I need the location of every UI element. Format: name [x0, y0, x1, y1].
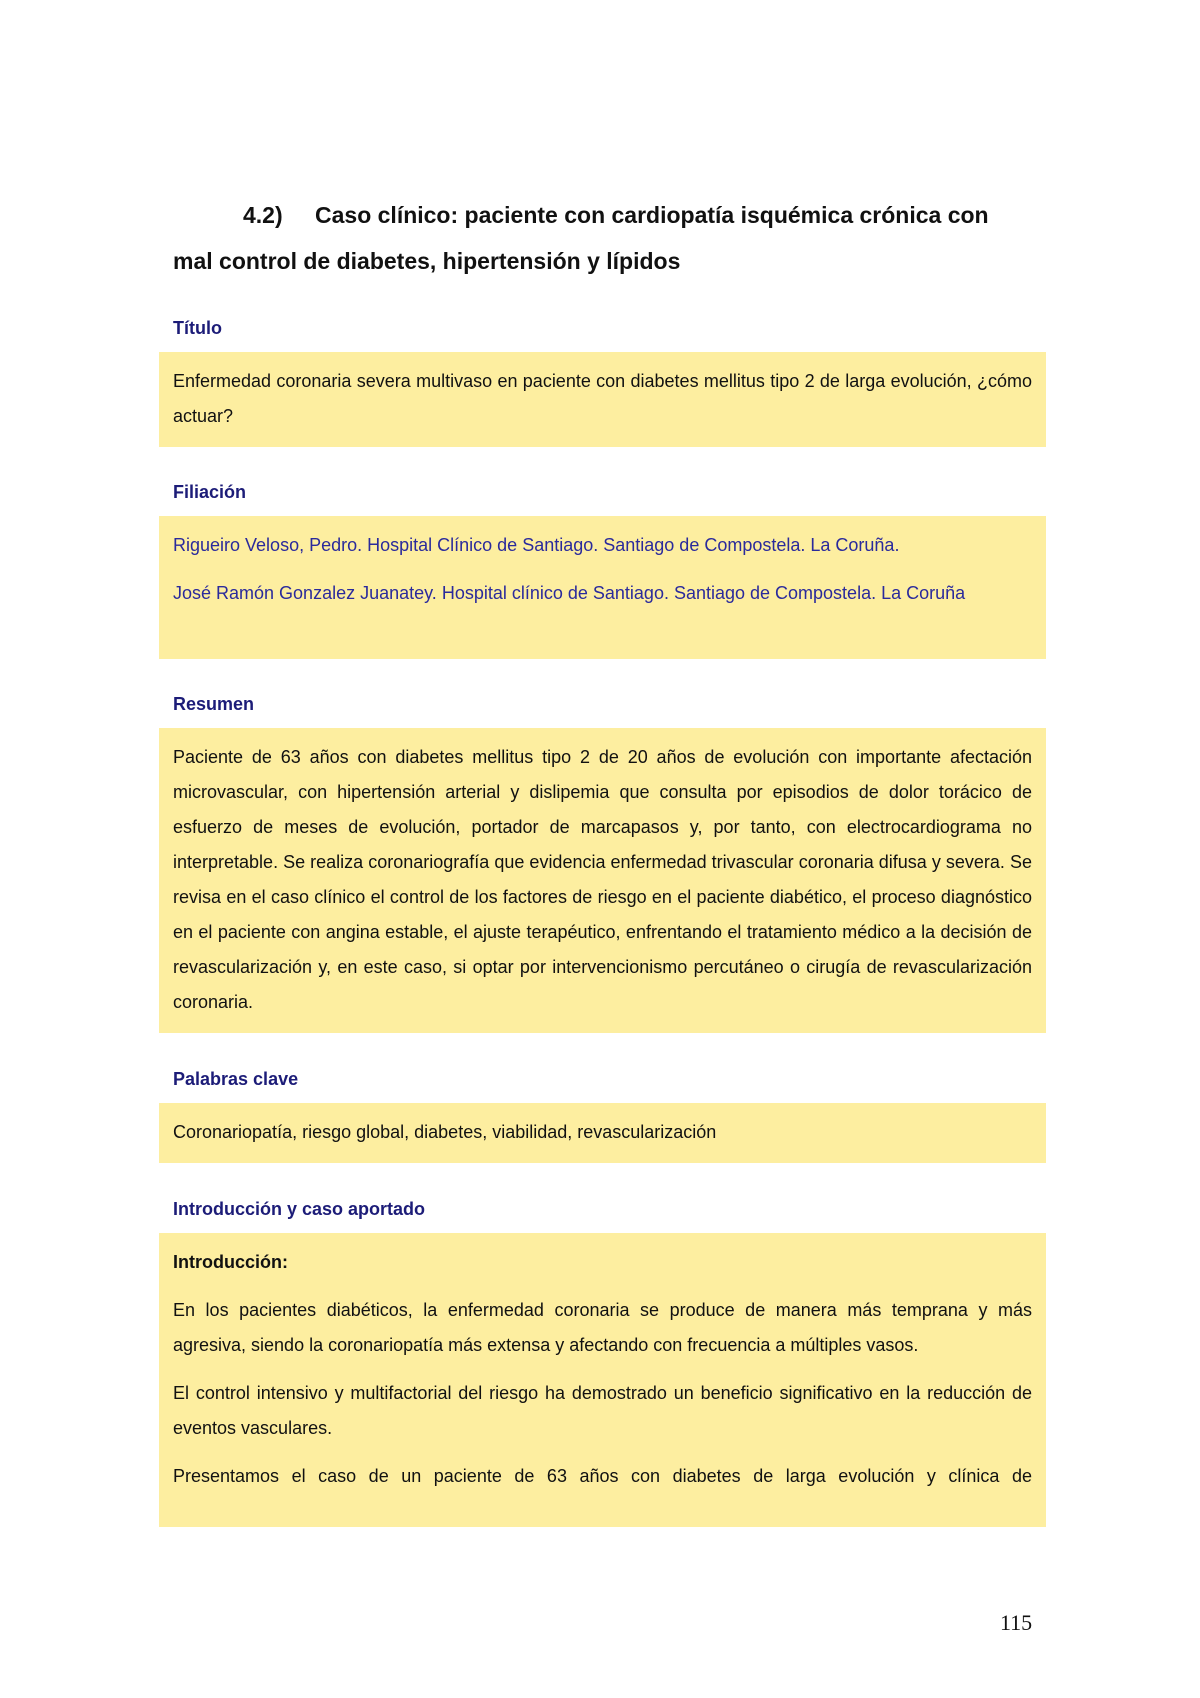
introduccion-p3: Presentamos el caso de un paciente de 63 años con diabetes de larga evolución y clínica de — [173, 1466, 1032, 1486]
section-heading — [173, 192, 1039, 284]
introduccion-p2: El control intensivo y multifactorial del riesgo ha demostrado un beneficio significativo en la reducción de eventos vasculares. — [173, 1383, 1032, 1438]
box-resumen — [159, 728, 1046, 1033]
titulo-text: Enfermedad coronaria severa multivaso en paciente con diabetes mellitus tipo 2 de larga evolución, ¿cómo actuar? — [173, 371, 1032, 426]
palabras-clave-text: Coronariopatía, riesgo global, diabetes, viabilidad, revascularización — [173, 1122, 717, 1142]
introduccion-p1: En los pacientes diabéticos, la enfermedad coronaria se produce de manera más temprana y más agresiva, siendo la coronariopatía más extensa y afectando con frecuencia a múltiples vasos. — [173, 1300, 1032, 1355]
resumen-text: Paciente de 63 años con diabetes mellitus tipo 2 de 20 años de evolución con importante afectación microvascular, con hipertensión arterial y dislipemia que consulta por episodios de dolor torácico de esfuerzo de meses de evolución, portador de marcapasos y, por tanto, con electrocardiograma no interpretable. Se realiza coronariografía que evidencia enfermedad trivascular coronaria difusa y severa. Se revisa en el caso clínico el control de los factores de riesgo en el paciente diabético, el proceso diagnóstico en el paciente con angina estable, el ajuste terapéutico, enfrentando el tratamiento médico a la decisión de revascularización y, en este caso, si optar por intervencionismo percutáneo o cirugía de revascularización coronaria. — [173, 747, 1032, 1012]
introduccion-subheading: Introducción: — [173, 1252, 288, 1272]
label-filiacion: Filiación — [173, 482, 247, 502]
section-number: 4.2) — [243, 202, 283, 228]
box-titulo — [159, 352, 1046, 447]
label-resumen: Resumen — [173, 694, 255, 714]
page-number: 115 — [1000, 1610, 1033, 1635]
box-palabras-clave — [159, 1103, 1046, 1163]
box-filiacion — [159, 516, 1046, 659]
filiacion-line2: José Ramón Gonzalez Juanatey. Hospital clínico de Santiago. Santiago de Compostela. La Coruña — [173, 583, 966, 603]
label-titulo: Título — [173, 318, 222, 338]
box-introduccion — [159, 1233, 1046, 1527]
section-title-line1: Caso clínico: paciente con cardiopatía isquémica crónica con — [315, 202, 989, 228]
filiacion-line1: Rigueiro Veloso, Pedro. Hospital Clínico de Santiago. Santiago de Compostela. La Coruña. — [173, 535, 900, 555]
label-introduccion: Introducción y caso aportado — [173, 1199, 426, 1219]
label-palabras-clave: Palabras clave — [173, 1069, 299, 1089]
section-title-line2: mal control de diabetes, hipertensión y lípidos — [173, 248, 681, 274]
